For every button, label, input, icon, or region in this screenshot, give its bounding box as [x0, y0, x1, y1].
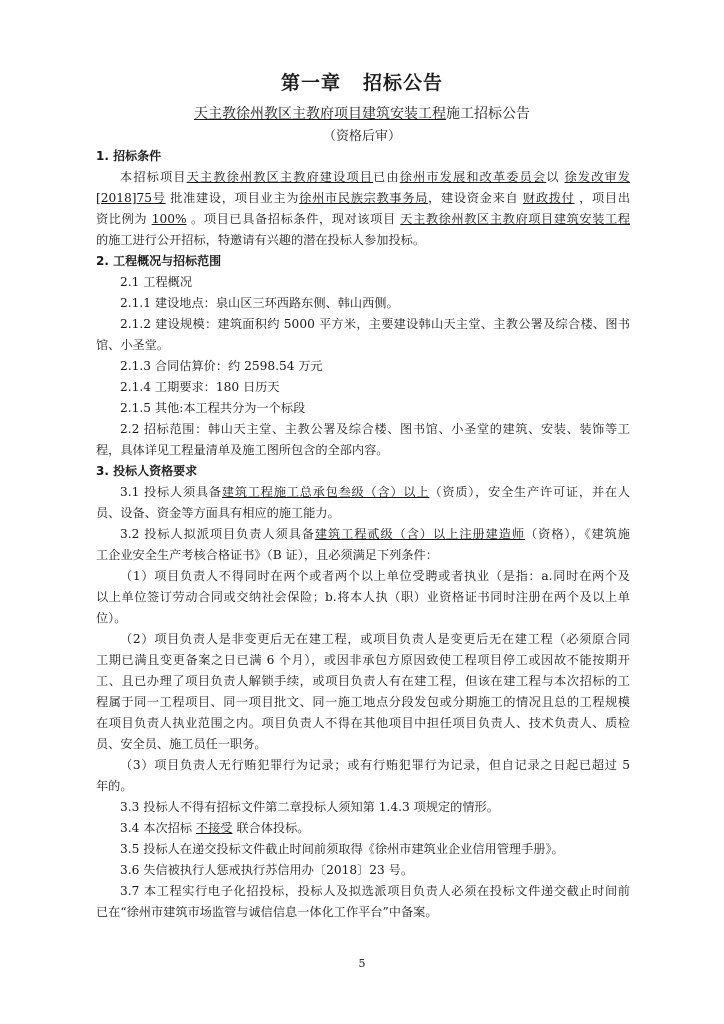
paragraph-line: （1）项目负责人不得同时在两个或者两个以上单位受聘或者执业（是指：a.同时在两个及 — [120, 569, 630, 583]
paragraph-line: 程属于同一工程项目、同一项目批文、同一施工地点分段发包或分期施工的情况且总的工程规模 — [96, 695, 630, 709]
paragraph-line: 程，具体详见工程量清单及施工图所包含的全部内容。 — [96, 443, 389, 457]
notice-title: 天主教徐州教区主教府项目建筑安装工程施工招标公告 — [194, 106, 530, 122]
section-heading: 3. 投标人资格要求 — [96, 464, 198, 478]
paragraph-line: 3.5 投标人在递交投标文件截止时间前须取得《徐州市建筑业企业信用管理手册》。 — [120, 842, 564, 856]
chapter-title: 第一章 招标公告 — [280, 72, 444, 94]
paragraph-line: 3.1 投标人须具备建筑工程施工总承包叁级（含）以上（资质），安全生产许可证，并在人 — [120, 485, 630, 499]
paragraph-line: （3）项目负责人无行贿犯罪行为记录；或有行贿犯罪行为记录，但自记录之日起已超过 5 — [120, 758, 630, 772]
paragraph-line: 的施工进行公开招标，特邀请有兴趣的潜在投标人参加投标。 — [96, 233, 426, 247]
paragraph-line: 2.1.2 建设规模：建筑面积约 5000 平方米，主要建设韩山天主堂、主教公署及综合楼、图书 — [120, 317, 630, 331]
paragraph-line: 资比例为 100% 。项目已具备招标条件，现对该项目 天主教徐州教区主教府项目建筑安装工程 — [96, 212, 631, 226]
qualification-note: （资格后审） — [322, 129, 401, 144]
paragraph-line: 2.1 工程概况 — [120, 275, 193, 289]
paragraph-line: 本招标项目天主教徐州教区主教府建设项目已由徐州市发展和改革委员会以 徐发改审发 — [120, 170, 631, 184]
page-number: 5 — [358, 957, 366, 970]
paragraph-line: 3.3 投标人不得有招标文件第二章投标人须知第 1.4.3 项规定的情形。 — [120, 800, 499, 814]
paragraph-line: [2018]75号 批准建设，项目业主为徐州市民族宗教事务局，建设资金来自 财政拨付 ，项目出 — [96, 191, 631, 205]
paragraph-line: 已在“徐州市建筑市场监管与诚信信息一体化工作平台”中备案。 — [96, 905, 438, 919]
paragraph-line: 员、安全员、施工员任一职务。 — [96, 737, 267, 751]
paragraph-line: 3.7 本工程实行电子化招投标，投标人及拟选派项目负责人必须在投标文件递交截止时间前 — [120, 884, 630, 898]
paragraph-line: 2.1.5 其他:本工程共分为一个标段 — [120, 401, 306, 415]
paragraph-line: 2.1.3 合同估算价：约 2598.54 万元 — [120, 359, 323, 373]
paragraph-line: 2.2 招标范围：韩山天主堂、主教公署及综合楼、图书馆、小圣堂的建筑、安装、装饰等工 — [120, 422, 630, 436]
paragraph-line: 3.2 投标人拟派项目负责人须具备建筑工程贰级（含）以上注册建造师（资格），《建筑施 — [120, 527, 630, 541]
section-heading: 1. 招标条件 — [96, 149, 162, 163]
paragraph-line: 以上单位签订劳动合同或交纳社会保险；b.将本人执（职）业资格证书同时注册在两个及以上单 — [96, 590, 630, 604]
paragraph-line: （2）项目负责人是非变更后无在建工程，或项目负责人是变更后无在建工程（必须原合同 — [120, 632, 630, 646]
paragraph-line: 工、且已办理了项目负责人解锁手续，或项目负责人有在建工程，但该在建工程与本次招标的工 — [96, 674, 630, 688]
section-heading: 2. 工程概况与招标范围 — [96, 254, 222, 268]
paragraph-line: 工企业安全生产考核合格证书》（B 证），且必须满足下列条件： — [96, 548, 438, 562]
paragraph-line: 馆、小圣堂。 — [96, 338, 170, 352]
paragraph-line: 工期已满且变更备案之日已满 6 个月），或因非承包方原因致使工程项目停工或因故不能按期开 — [96, 653, 630, 667]
paragraph-line: 3.4 本次招标 不接受 联合体投标。 — [120, 821, 310, 835]
paragraph-line: 2.1.4 工期要求：180 日历天 — [120, 380, 280, 394]
paragraph-line: 年的。 — [96, 779, 133, 793]
paragraph-line: 2.1.1 建设地点：泉山区三环西路东侧、韩山西侧。 — [120, 296, 399, 310]
paragraph-line: 3.6 失信被执行人惩戒执行苏信用办〔2018〕23 号。 — [120, 863, 414, 877]
paragraph-line: 位）。 — [96, 611, 127, 625]
paragraph-line: 员、设备、资金等方面具有相应的施工能力。 — [96, 506, 340, 520]
paragraph-line: 在项目负责人执业范围之内。项目负责人不得在其他项目中担任项目负责人、技术负责人、质检 — [96, 716, 630, 730]
